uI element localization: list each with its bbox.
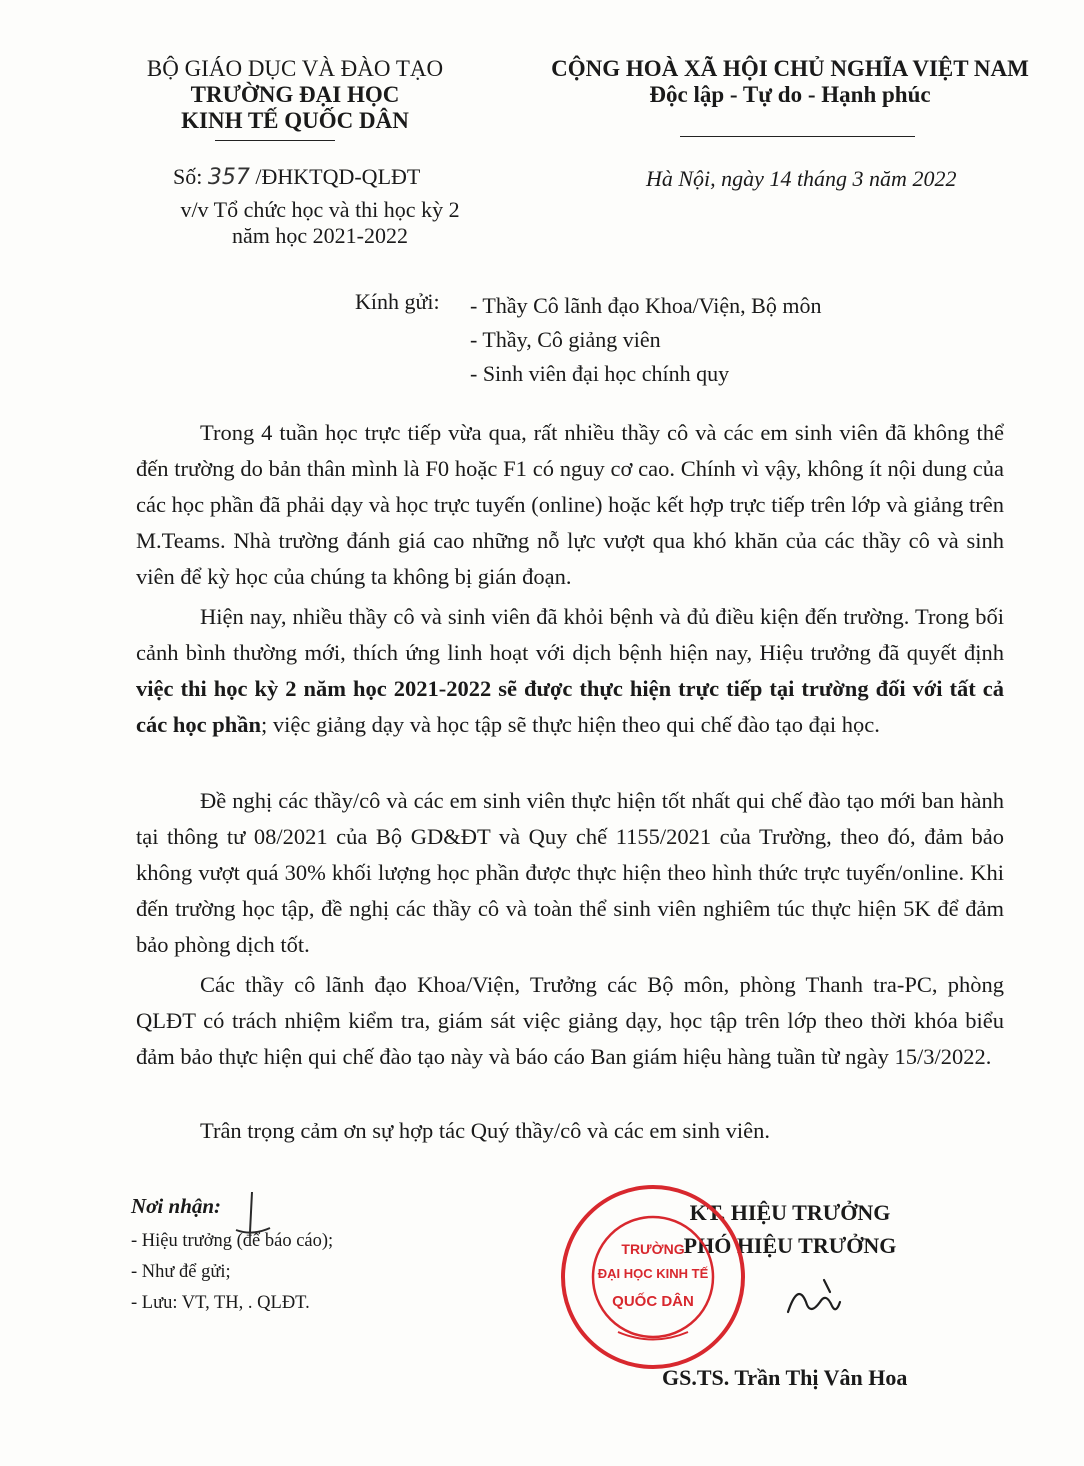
recipient-item: - Sinh viên đại học chính quy <box>470 361 730 386</box>
national-motto: Độc lập - Tự do - Hạnh phúc <box>649 82 931 107</box>
school-name-line2: KINH TẾ QUỐC DÂN <box>181 108 409 133</box>
ministry-name: BỘ GIÁO DỤC VÀ ĐÀO TẠO <box>146 56 444 81</box>
subject-line1: v/v Tổ chức học và thi học kỳ 2 <box>180 197 460 222</box>
seal-line1: TRƯỜNG <box>621 1241 685 1257</box>
school-name-line1: TRƯỜNG ĐẠI HỌC <box>190 82 400 107</box>
recipients-list <box>470 289 821 391</box>
signer-name: GS.TS. Trần Thị Vân Hoa <box>662 1365 908 1390</box>
signature-line2: PHÓ HIỆU TRƯỞNG <box>683 1233 897 1258</box>
document-subject <box>120 197 520 249</box>
document-number <box>173 164 420 191</box>
body-paragraph-5: Trân trọng cảm ơn sự hợp tác Quý thầy/cô và các em sinh viên. <box>200 1118 771 1143</box>
signature-scribble-icon <box>780 1272 860 1332</box>
footer-recipient-item: - Lưu: VT, TH, . QLĐT. <box>131 1293 310 1313</box>
left-header <box>120 56 470 134</box>
document-code: /ĐHKTQD-QLĐT <box>255 164 421 189</box>
document-date: Hà Nội, ngày 14 tháng 3 năm 2022 <box>646 166 957 191</box>
official-seal <box>558 1182 748 1372</box>
initial-mark-icon <box>222 1188 282 1248</box>
recipient-item: - Thầy, Cô giảng viên <box>470 327 661 352</box>
recipient-item: - Thầy Cô lãnh đạo Khoa/Viện, Bộ môn <box>470 293 822 318</box>
seal-line2: ĐẠI HỌC KINH TẾ <box>597 1266 709 1281</box>
footer-recipients-label: Nơi nhận: <box>131 1194 222 1218</box>
left-header-underline <box>215 140 335 141</box>
subject-line2: năm học 2021-2022 <box>232 223 408 248</box>
recipients-label: Kính gửi: <box>355 289 440 314</box>
signature-line1: KT. HIỆU TRƯỞNG <box>689 1200 891 1225</box>
body-paragraph-4: Các thầy cô lãnh đạo Khoa/Viện, Trưởng các Bộ môn, phòng Thanh tra-PC, phòng QLĐT có trách nhiệm kiểm tra, giám sát việc giảng dạy, học tập trên lớp theo thời khóa biểu đảm bảo thực hiện qui chế đào tạo này và báo cáo Ban giám hiệu hàng tuần từ ngày 15/3/2022. <box>136 972 1004 1069</box>
number-prefix: Số: <box>173 164 203 189</box>
nation-name: CỘNG HOÀ XÃ HỘI CHỦ NGHĨA VIỆT NAM <box>551 56 1029 81</box>
footer-recipient-item: - Hiệu trưởng (để báo cáo); <box>131 1231 334 1251</box>
body-paragraph-1: Trong 4 tuần học trực tiếp vừa qua, rất nhiều thầy cô và các em sinh viên đã không thể đến trường do bản thân mình là F0 hoặc F1 có nguy cơ cao. Chính vì vậy, không ít nội dung của các học phần đã phải dạy và học trực tuyến (online) hoặc kết hợp trực tiếp trên lớp và giảng trên M.Teams. Nhà trường đánh giá cao những nỗ lực vượt qua khó khăn của các thầy cô và sinh viên để kỳ học của chúng ta không bị gián đoạn. <box>136 420 1004 589</box>
handwritten-number: 357 <box>207 165 250 190</box>
body-paragraph-2: Hiện nay, nhiều thầy cô và sinh viên đã khỏi bệnh và đủ điều kiện đến trường. Trong bối cảnh bình thường mới, thích ứng linh hoạt với dịch bệnh hiện nay, Hiệu trưởng đã quyết định việc thi học kỳ 2 năm học 2021-2022 sẽ được thực hiện trực tiếp tại trường đối với tất cả các học phần; việc giảng dạy và học tập sẽ thực hiện theo qui chế đào tạo đại học. <box>136 604 1004 737</box>
seal-line3: QUỐC DÂN <box>612 1293 694 1310</box>
body-paragraph-3: Đề nghị các thầy/cô và các em sinh viên thực hiện tốt nhất qui chế đào tạo mới ban hành tại thông tư 08/2021 của Bộ GD&ĐT và Quy chế 1155/2021 của Trường, theo đó, đảm bảo không vượt quá 30% khối lượng học phần được thực hiện theo hình thức trực tuyến/online. Khi đến trường học tập, đề nghị các thầy cô và toàn thể sinh viên nghiêm túc thực hiện 5K để đảm bảo phòng dịch tốt. <box>136 788 1004 957</box>
right-header <box>540 56 1040 108</box>
footer-recipient-item: - Như để gửi; <box>131 1262 231 1282</box>
right-header-underline <box>680 136 915 137</box>
bold-decision: việc thi học kỳ 2 năm học 2021-2022 sẽ được thực hiện trực tiếp tại trường đối với tất cả các học phần <box>136 676 1004 737</box>
